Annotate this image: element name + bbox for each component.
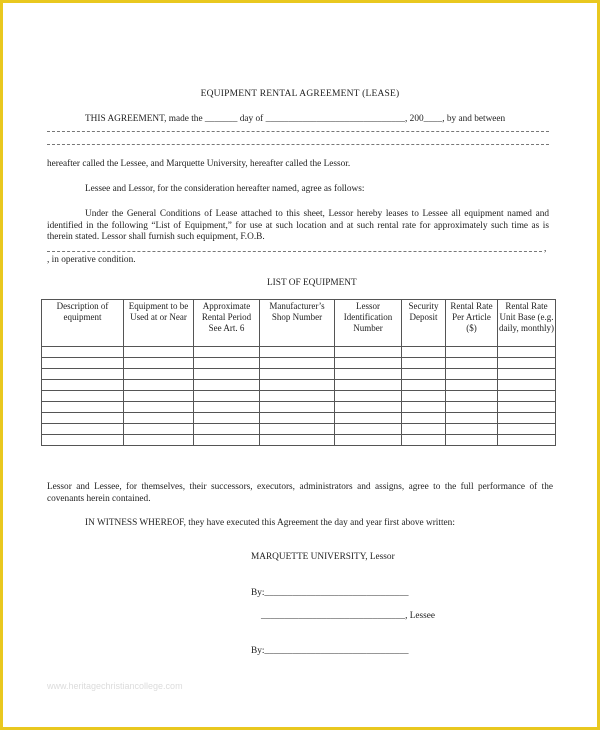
table-cell[interactable]	[260, 358, 335, 369]
table-cell[interactable]	[335, 358, 402, 369]
table-cell[interactable]	[402, 391, 446, 402]
table-cell[interactable]	[124, 369, 194, 380]
table-cell[interactable]	[402, 369, 446, 380]
table-cell[interactable]	[124, 402, 194, 413]
table-cell[interactable]	[42, 347, 124, 358]
table-cell[interactable]	[42, 402, 124, 413]
table-cell[interactable]	[194, 391, 260, 402]
table-cell[interactable]	[124, 380, 194, 391]
table-cell[interactable]	[260, 391, 335, 402]
table-cell[interactable]	[402, 358, 446, 369]
document-title: EQUIPMENT RENTAL AGREEMENT (LEASE)	[200, 89, 400, 99]
table-cell[interactable]	[446, 391, 498, 402]
witness-line: IN WITNESS WHEREOF, they have executed this Agreement the day and year first above written:	[85, 518, 455, 528]
table-cell[interactable]	[124, 413, 194, 424]
table-cell[interactable]	[498, 380, 556, 391]
watermark-text: www.heritagechristiancollege.com	[47, 681, 183, 691]
column-header: Manufacturer’s Shop Number	[260, 300, 335, 347]
closing-paragraph: Lessor and Lessee, for themselves, their successors, executors, administrators and assigns, agree to the full performance of the covenants herein contained.	[47, 482, 553, 504]
table-cell[interactable]	[42, 369, 124, 380]
table-cell[interactable]	[42, 424, 124, 435]
lessee-line: hereafter called the Lessee, and Marquette University, hereafter called the Lessor.	[47, 159, 351, 169]
table-cell[interactable]	[42, 380, 124, 391]
equipment-table	[41, 299, 556, 446]
column-header: Lessor Identification Number	[335, 300, 402, 347]
table-cell[interactable]	[335, 380, 402, 391]
table-cell[interactable]	[124, 391, 194, 402]
fob-line-end: ,	[544, 244, 547, 254]
lessee-signature-line[interactable]: _______________________________, Lessee	[261, 611, 436, 621]
table-cell[interactable]	[446, 369, 498, 380]
table-cell[interactable]	[335, 424, 402, 435]
lessor-name: MARQUETTE UNIVERSITY, Lessor	[251, 552, 395, 562]
general-conditions-paragraph: Under the General Conditions of Lease attached to this sheet, Lessor hereby leases to Lessee all equipment named and identified in the following “List of Equipment,” for use at such location and at such rental rate for approximately such time as is therein stated. Lessor shall furnish such equipment, F.O.B.	[47, 209, 549, 242]
table-row	[42, 413, 556, 424]
table-cell[interactable]	[498, 402, 556, 413]
table-cell[interactable]	[335, 413, 402, 424]
table-row	[42, 369, 556, 380]
column-header: Rental Rate Unit Base (e.g. daily, monthly)	[498, 300, 556, 347]
table-row	[42, 380, 556, 391]
table-cell[interactable]	[498, 391, 556, 402]
table-cell[interactable]	[124, 347, 194, 358]
agreement-line: THIS AGREEMENT, made the _______ day of ______________________________, 200____, by and between	[85, 114, 506, 124]
table-cell[interactable]	[446, 358, 498, 369]
table-cell[interactable]	[124, 435, 194, 446]
table-cell[interactable]	[402, 402, 446, 413]
operative-condition-line: , in operative condition.	[47, 255, 136, 265]
table-cell[interactable]	[194, 402, 260, 413]
column-header: Security Deposit	[402, 300, 446, 347]
table-row	[42, 424, 556, 435]
table-cell[interactable]	[446, 380, 498, 391]
table-cell[interactable]	[42, 391, 124, 402]
equipment-table-header-row	[42, 300, 556, 347]
table-cell[interactable]	[260, 380, 335, 391]
table-cell[interactable]	[42, 413, 124, 424]
table-cell[interactable]	[194, 347, 260, 358]
table-cell[interactable]	[260, 369, 335, 380]
table-cell[interactable]	[446, 413, 498, 424]
table-row	[42, 347, 556, 358]
consideration-line: Lessee and Lessor, for the consideration hereafter named, agree as follows:	[85, 184, 365, 194]
party-blank-line-1	[47, 131, 549, 132]
table-cell[interactable]	[446, 402, 498, 413]
table-cell[interactable]	[124, 358, 194, 369]
table-cell[interactable]	[260, 413, 335, 424]
table-cell[interactable]	[402, 380, 446, 391]
table-cell[interactable]	[194, 424, 260, 435]
table-cell[interactable]	[194, 380, 260, 391]
table-cell[interactable]	[402, 424, 446, 435]
lessor-signature-line[interactable]: By:_______________________________	[251, 588, 409, 598]
table-cell[interactable]	[335, 369, 402, 380]
table-row	[42, 391, 556, 402]
table-cell[interactable]	[402, 435, 446, 446]
table-cell[interactable]	[42, 435, 124, 446]
table-cell[interactable]	[260, 347, 335, 358]
party-blank-line-2	[47, 144, 549, 145]
table-cell[interactable]	[42, 358, 124, 369]
table-cell[interactable]	[194, 435, 260, 446]
column-header: Description of equipment	[42, 300, 124, 347]
document-page	[3, 3, 597, 727]
column-header: Equipment to be Used at or Near	[124, 300, 194, 347]
table-cell[interactable]	[498, 358, 556, 369]
table-cell[interactable]	[446, 424, 498, 435]
table-cell[interactable]	[335, 347, 402, 358]
table-row	[42, 358, 556, 369]
column-header: Approximate Rental Period See Art. 6	[194, 300, 260, 347]
table-cell[interactable]	[446, 347, 498, 358]
table-cell[interactable]	[194, 358, 260, 369]
table-cell[interactable]	[335, 435, 402, 446]
lessee-by-signature-line[interactable]: By:_______________________________	[251, 646, 409, 656]
table-cell[interactable]	[498, 369, 556, 380]
table-cell[interactable]	[446, 435, 498, 446]
table-cell[interactable]	[402, 413, 446, 424]
column-header: Rental Rate Per Article ($)	[446, 300, 498, 347]
table-cell[interactable]	[260, 402, 335, 413]
table-row	[42, 402, 556, 413]
table-cell[interactable]	[194, 413, 260, 424]
table-cell[interactable]	[498, 347, 556, 358]
table-cell[interactable]	[335, 391, 402, 402]
table-cell[interactable]	[498, 413, 556, 424]
table-cell[interactable]	[194, 369, 260, 380]
list-of-equipment-title: LIST OF EQUIPMENT	[267, 278, 357, 288]
table-cell[interactable]	[260, 435, 335, 446]
table-cell[interactable]	[498, 424, 556, 435]
table-cell[interactable]	[402, 347, 446, 358]
table-cell[interactable]	[260, 424, 335, 435]
table-row	[42, 435, 556, 446]
table-cell[interactable]	[498, 435, 556, 446]
table-cell[interactable]	[335, 402, 402, 413]
fob-blank-line	[47, 251, 542, 252]
table-cell[interactable]	[124, 424, 194, 435]
